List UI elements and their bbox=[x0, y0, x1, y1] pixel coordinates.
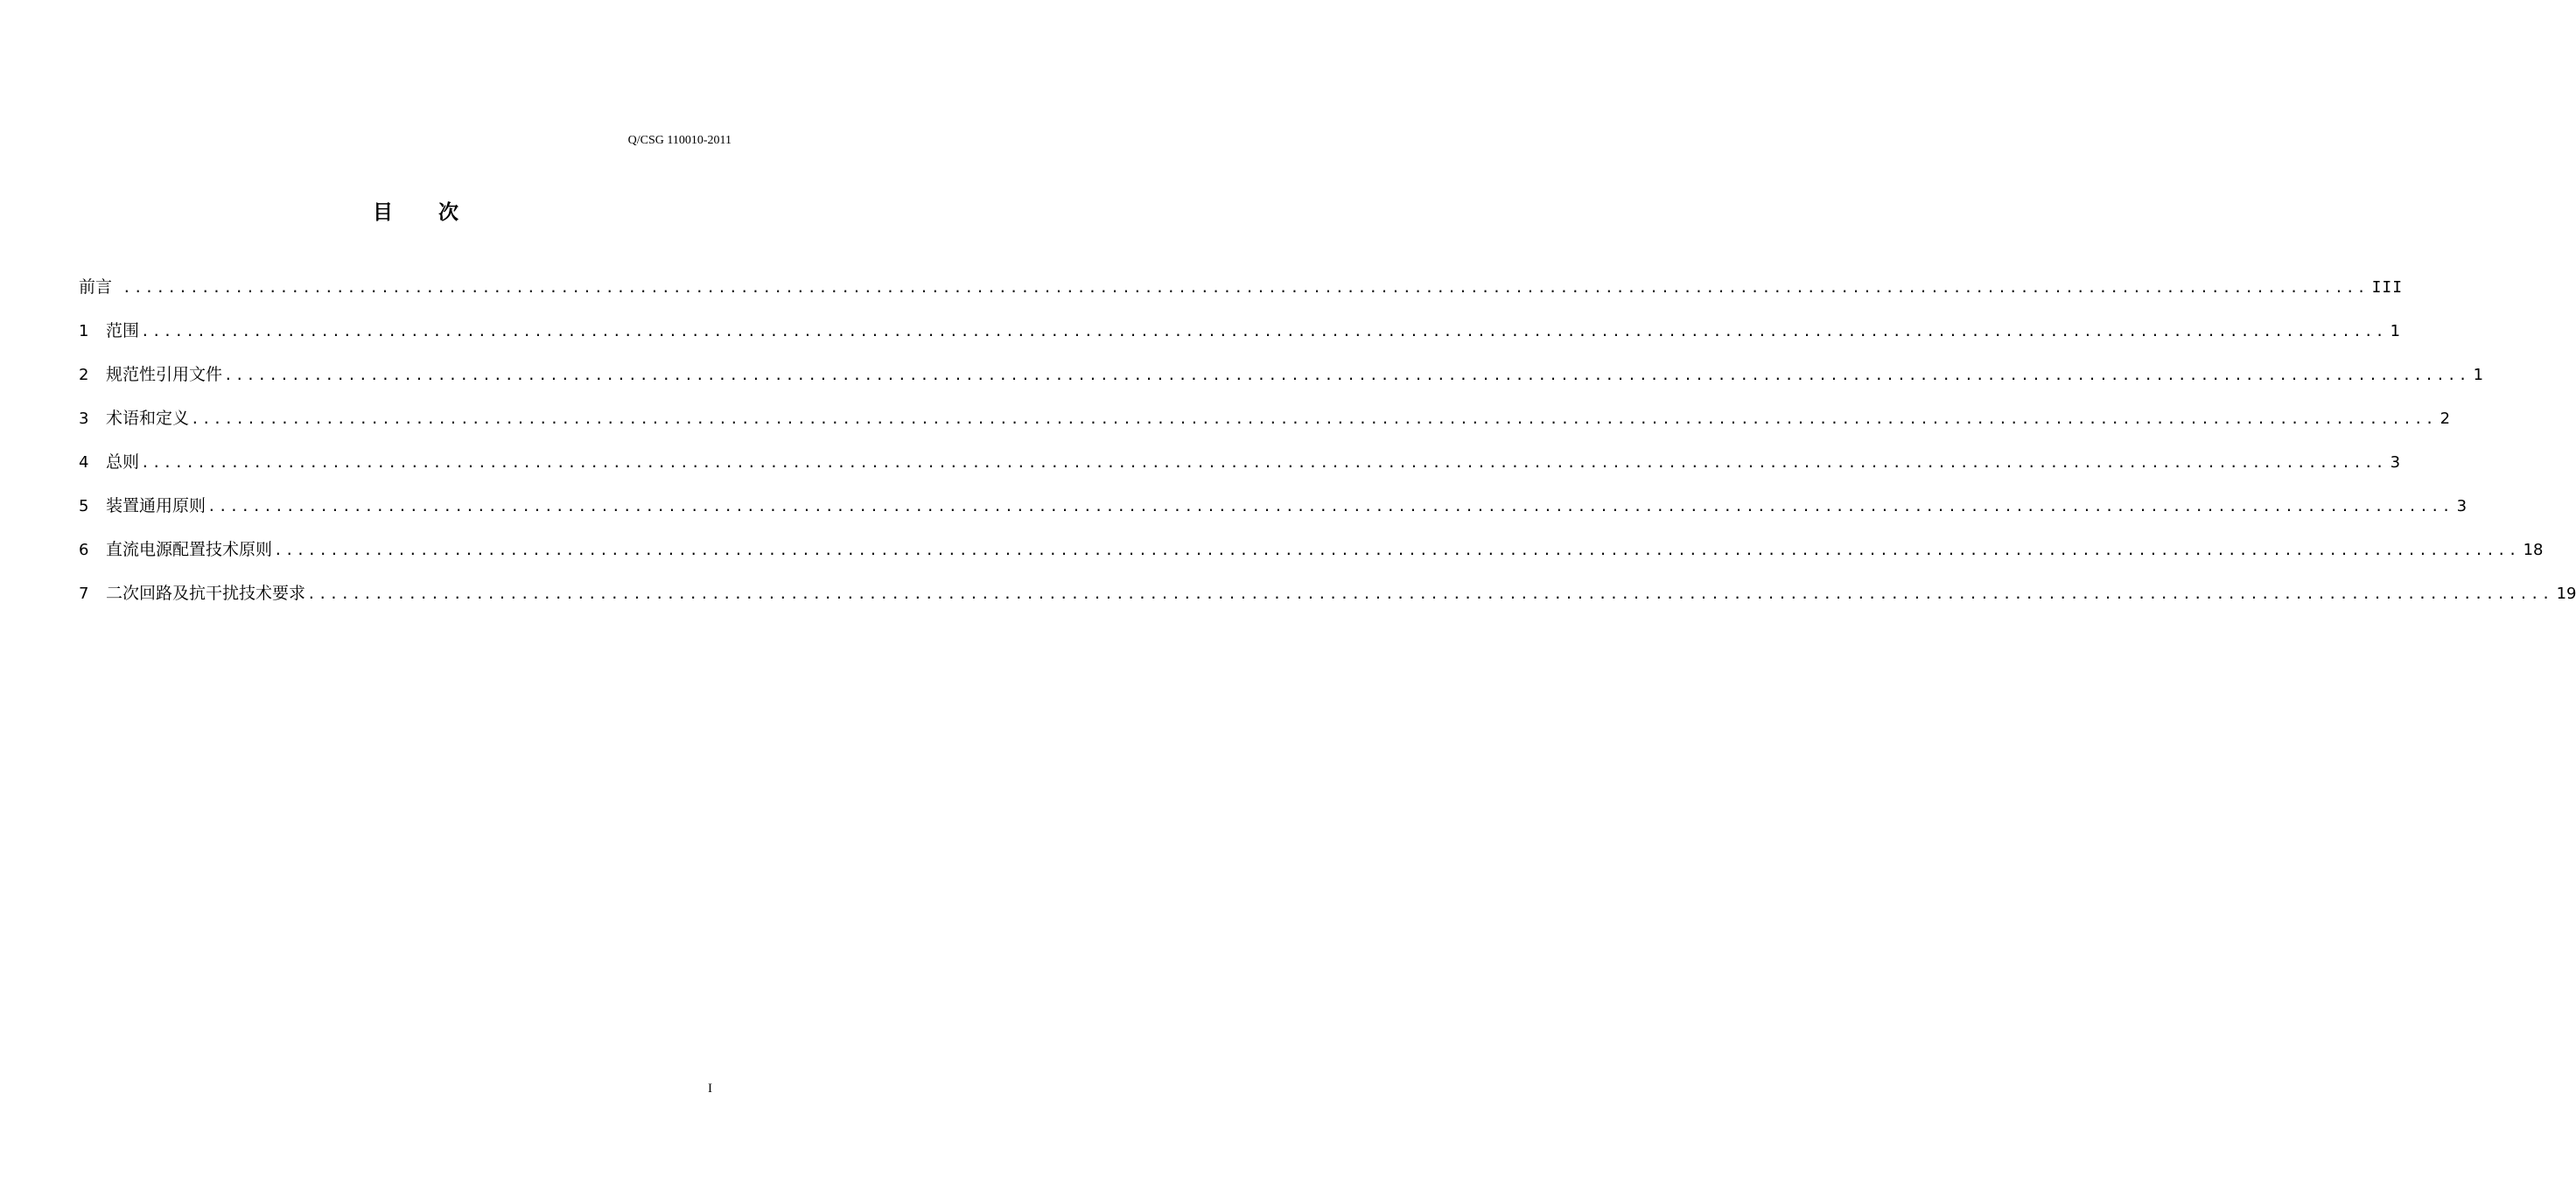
toc-entry-page: 2 bbox=[2440, 410, 2451, 428]
toc-list bbox=[79, 274, 2576, 624]
toc-entry-page: 18 bbox=[2523, 541, 2544, 559]
toc-leader-dots: ........................................................................................................................................................................................................ bbox=[307, 585, 2553, 602]
toc-entry-title: 装置通用原则 bbox=[106, 496, 206, 515]
toc-leader-dots: ........................................................................................................................................................................................................ bbox=[141, 323, 2387, 340]
toc-entry-4[interactable] bbox=[79, 449, 2401, 493]
toc-entry-page: 3 bbox=[2456, 497, 2468, 515]
toc-entry-page: 3 bbox=[2390, 453, 2401, 472]
toc-entry-7[interactable] bbox=[79, 580, 2576, 624]
toc-entry-title: 总则 bbox=[106, 452, 140, 472]
toc-title-char-2: 次 bbox=[438, 201, 458, 224]
toc-entry-title: 规范性引用文件 bbox=[106, 365, 223, 384]
toc-entry-page: 19 bbox=[2556, 585, 2576, 603]
toc-entry-number: 3 bbox=[79, 410, 89, 428]
toc-entry-2[interactable] bbox=[79, 361, 2484, 405]
toc-entry-number: 2 bbox=[79, 366, 89, 384]
toc-entry-page: 1 bbox=[2473, 366, 2484, 384]
toc-entry-number: 1 bbox=[79, 322, 89, 340]
toc-entry-page: 1 bbox=[2390, 322, 2401, 340]
toc-entry-number: 7 bbox=[79, 585, 89, 603]
toc-title-char-1: 目 bbox=[373, 201, 393, 224]
toc-entry-3[interactable] bbox=[79, 405, 2451, 449]
toc-entry-6[interactable] bbox=[79, 536, 2544, 580]
document-code: Q/CSG 110010-2011 bbox=[627, 134, 732, 147]
page-number: I bbox=[708, 1082, 712, 1096]
toc-leader-dots: ........................................................................................................................................................................................................ bbox=[207, 498, 2454, 515]
toc-entry-number: 5 bbox=[79, 497, 89, 515]
toc-entry-title: 二次回路及抗干扰技术要求 bbox=[106, 584, 306, 603]
toc-entry-preface[interactable] bbox=[79, 274, 2404, 318]
toc-title bbox=[0, 200, 831, 226]
toc-leader-dots: ........................................................................................................................................................................................................ bbox=[191, 410, 2437, 427]
toc-entry-page: III bbox=[2371, 278, 2404, 297]
toc-entry-number: 4 bbox=[79, 453, 89, 472]
toc-leader-dots: ........................................................................................................................................................................................................ bbox=[224, 367, 2470, 383]
toc-leader-dots: ........................................................................................................................................................................................................ bbox=[122, 279, 2369, 296]
toc-entry-5[interactable] bbox=[79, 493, 2468, 536]
toc-leader-dots: ........................................................................................................................................................................................................ bbox=[274, 542, 2520, 558]
toc-entry-title: 范围 bbox=[106, 321, 140, 340]
toc-entry-1[interactable] bbox=[79, 318, 2401, 361]
toc-leader-dots: ........................................................................................................................................................................................................ bbox=[141, 454, 2387, 471]
toc-entry-title: 直流电源配置技术原则 bbox=[106, 540, 273, 559]
toc-entry-title: 前言 bbox=[79, 277, 113, 297]
toc-entry-number: 6 bbox=[79, 541, 89, 559]
toc-entry-title: 术语和定义 bbox=[106, 409, 190, 428]
